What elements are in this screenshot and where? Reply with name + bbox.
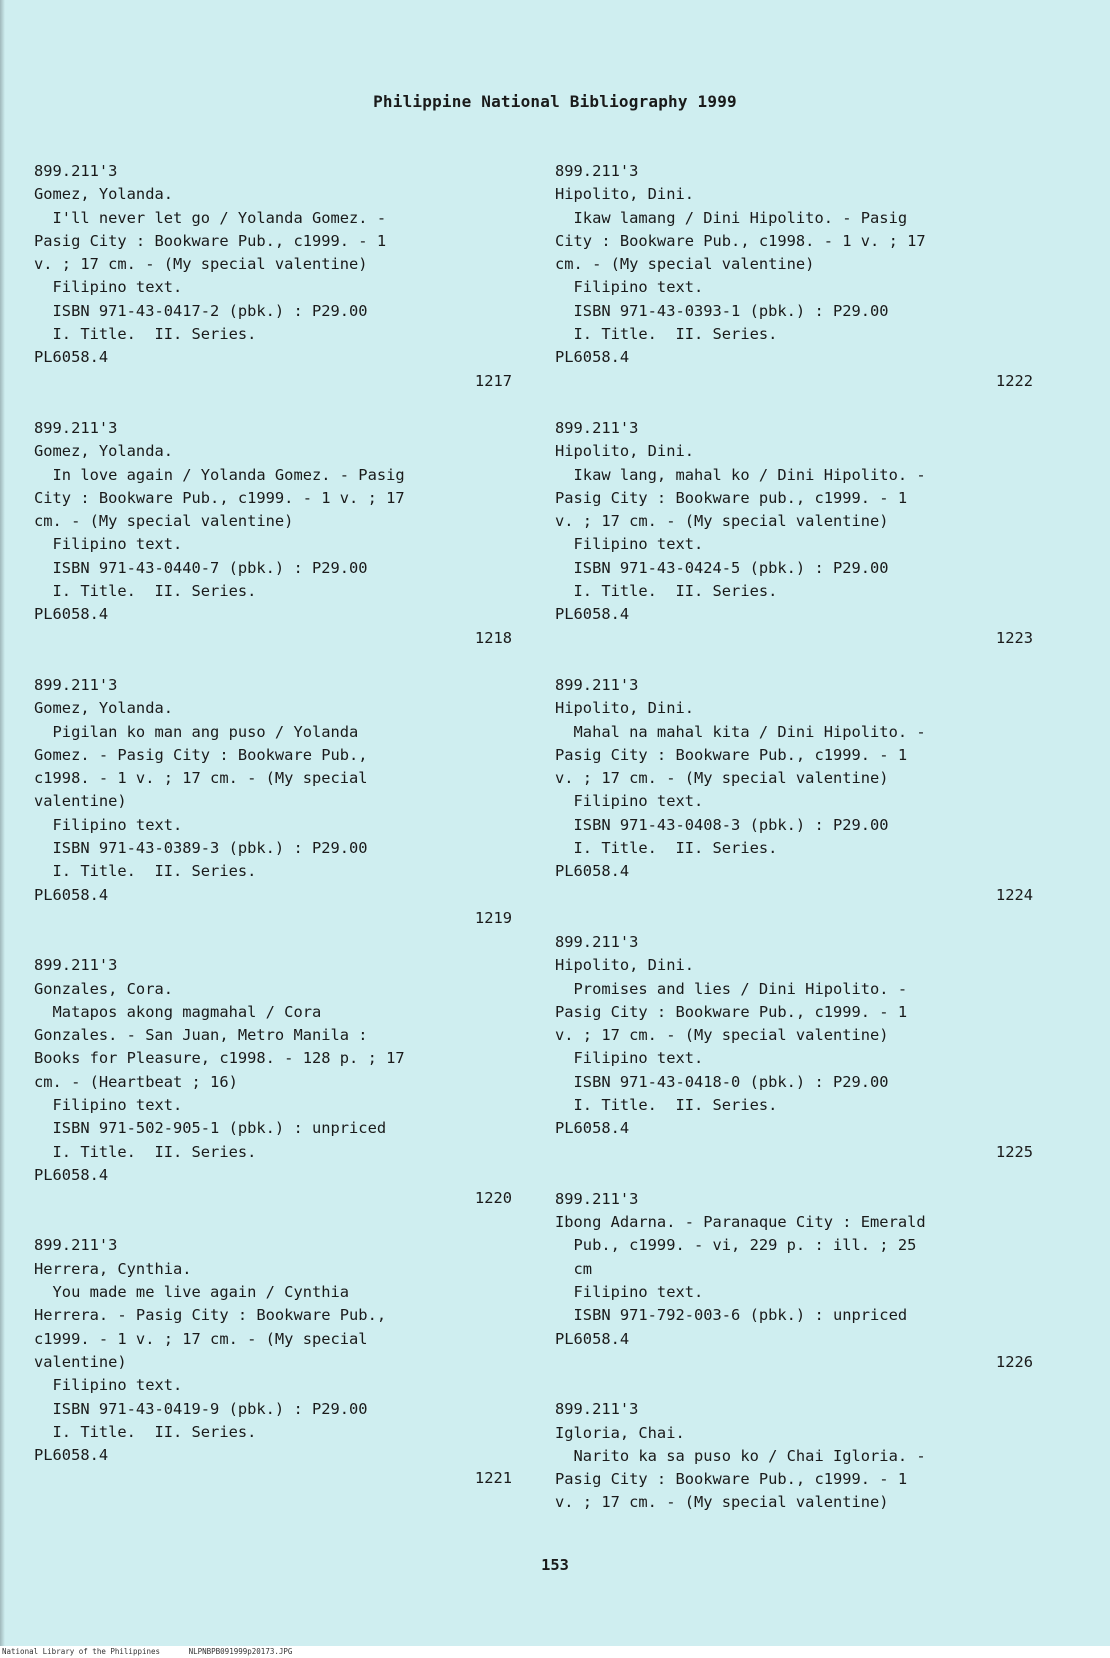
entry-line: PL6058.4 [555,1119,630,1138]
entry-line: c1999. - 1 v. ; 17 cm. - (My special [34,1329,368,1348]
entry-line: ISBN 971-43-0418-0 (pbk.) : P29.00 [555,1072,889,1091]
entry-line: cm. - (Heartbeat ; 16) [34,1072,238,1091]
entry-number: 1220 [474,1189,512,1208]
entry-line: 899.211'3 [555,162,639,180]
entry-line: Ibong Adarna. - Paranaque City : Emerald [555,1213,926,1232]
entry-number: 1221 [474,1469,512,1488]
scan-footer [0,1646,1110,1658]
entry-line: PL6058.4 [555,1329,630,1348]
entry-line: Pasig City : Bookware pub., c1999. - 1 [555,488,908,507]
entry-line: ISBN 971-43-0424-5 (pbk.) : P29.00 [555,558,889,577]
right-column [555,160,1035,1539]
entry-line: Promises and lies / Dini Hipolito. - [555,979,908,998]
entry-line: PL6058.4 [34,348,109,367]
entry-line: PL6058.4 [555,862,630,881]
bibliographic-entry [555,417,1035,650]
entry-line: Filipino text. [34,1095,183,1114]
bibliographic-entry [34,160,514,393]
entry-line: valentine) [34,792,127,811]
entry-line: Gomez, Yolanda. [34,185,173,204]
entry-number: 1225 [995,1142,1033,1161]
bibliographic-entry [34,1234,514,1490]
entry-number: 1222 [995,371,1033,390]
entry-line: PL6058.4 [555,605,630,624]
entry-line: Gomez, Yolanda. [34,442,173,461]
entry-line: ISBN 971-43-0389-3 (pbk.) : P29.00 [34,839,368,858]
entry-line: 899.211'3 [34,162,118,180]
entry-line: Filipino text. [555,278,704,297]
entry-line: v. ; 17 cm. - (My special valentine) [555,769,889,788]
entry-number: 1217 [474,371,512,390]
entry-line: 899.211'3 [34,956,118,975]
entry-line: I. Title. II. Series. [34,1422,257,1441]
entry-line: ISBN 971-792-003-6 (pbk.) : unpriced [555,1306,908,1325]
entry-line: v. ; 17 cm. - (My special valentine) [555,1026,889,1045]
entry-line: PL6058.4 [34,885,109,904]
entry-line: 899.211'3 [555,1400,639,1419]
entry-line: ISBN 971-43-0440-7 (pbk.) : P29.00 [34,558,368,577]
entry-line: Gonzales, Cora. [34,979,173,998]
entry-line: I. Title. II. Series. [34,862,257,881]
entry-line: 899.211'3 [555,1189,639,1208]
entry-line: Gonzales. - San Juan, Metro Manila : [34,1026,368,1045]
entry-line: Filipino text. [555,1283,704,1302]
entry-line: City : Bookware Pub., c1999. - 1 v. ; 17 [34,488,405,507]
entry-line: Pasig City : Bookware Pub., c1999. - 1 [555,745,908,764]
entry-number: 1219 [474,908,512,927]
entry-line: Gomez. - Pasig City : Bookware Pub., [34,745,368,764]
entry-line: Hipolito, Dini. [555,185,694,204]
footer-library: National Library of the Philippines [2,1647,161,1656]
entry-line: v. ; 17 cm. - (My special valentine) [34,255,368,274]
entry-line: v. ; 17 cm. - (My special valentine) [555,1493,889,1512]
entry-line: Pasig City : Bookware Pub., c1999. - 1 [555,1470,908,1489]
footer-file: NLPNBPB091999p20173.JPG [188,1647,293,1656]
entry-line: Pasig City : Bookware Pub., c1999. - 1 [34,231,387,250]
entry-line: I. Title. II. Series. [34,325,257,344]
entry-number: 1226 [995,1352,1033,1371]
entry-line: v. ; 17 cm. - (My special valentine) [555,512,889,531]
entry-line: ISBN 971-43-0408-3 (pbk.) : P29.00 [555,815,889,834]
entry-line: I. Title. II. Series. [34,582,257,601]
entry-line: Mahal na mahal kita / Dini Hipolito. - [555,722,926,741]
entry-line: c1998. - 1 v. ; 17 cm. - (My special [34,769,368,788]
entry-line: I. Title. II. Series. [555,1095,778,1114]
bibliographic-entry [555,1398,1035,1514]
entry-line: Pasig City : Bookware Pub., c1999. - 1 [555,1002,908,1021]
bibliographic-entry [555,1188,1035,1374]
entry-line: 899.211'3 [34,1236,118,1255]
bibliographic-entry [555,931,1035,1164]
entry-line: Pigilan ko man ang puso / Yolanda [34,722,359,741]
entry-line: ISBN 971-43-0419-9 (pbk.) : P29.00 [34,1399,368,1418]
entry-line: You made me live again / Cynthia [34,1283,350,1302]
entry-line: Ikaw lang, mahal ko / Dini Hipolito. - [555,465,926,484]
entry-line: Narito ka sa puso ko / Chai Igloria. - [555,1446,926,1465]
page-number: 153 [541,1556,569,1574]
entry-line: Hipolito, Dini. [555,442,694,461]
entry-line: Filipino text. [34,278,183,297]
entry-line: PL6058.4 [34,1165,109,1184]
entry-line: PL6058.4 [555,348,630,367]
entry-line: 899.211'3 [555,675,639,694]
entry-line: Pub., c1999. - vi, 229 p. : ill. ; 25 [555,1236,917,1255]
entry-line: Filipino text. [34,1376,183,1395]
bibliographic-entry [34,954,514,1210]
entry-line: Filipino text. [34,815,183,834]
entry-line: I. Title. II. Series. [555,839,778,858]
entry-line: ISBN 971-502-905-1 (pbk.) : unpriced [34,1119,387,1138]
entry-line: Hipolito, Dini. [555,699,694,718]
entry-line: valentine) [34,1352,127,1371]
entry-line: I. Title. II. Series. [34,1142,257,1161]
entry-number: 1224 [995,885,1033,904]
running-title: Philippine National Bibliography 1999 [373,92,737,111]
entry-line: cm. - (My special valentine) [555,255,815,274]
entry-line: City : Bookware Pub., c1998. - 1 v. ; 17 [555,231,926,250]
page-edge [0,0,5,1658]
entry-number: 1218 [474,628,512,647]
entry-line: cm [555,1259,593,1278]
bibliographic-entry [555,160,1035,393]
entry-line: PL6058.4 [34,605,109,624]
entry-line: ISBN 971-43-0417-2 (pbk.) : P29.00 [34,301,368,320]
entry-line: 899.211'3 [555,932,639,951]
entry-line: Matapos akong magmahal / Cora [34,1002,322,1021]
bibliographic-entry [555,674,1035,907]
entry-line: Filipino text. [555,792,704,811]
entry-line: 899.211'3 [34,675,118,694]
left-column [34,160,514,1515]
entry-line: I'll never let go / Yolanda Gomez. - [34,208,387,227]
entry-line: ISBN 971-43-0393-1 (pbk.) : P29.00 [555,301,889,320]
entry-number: 1223 [995,628,1033,647]
entry-line: Hipolito, Dini. [555,956,694,975]
entry-line: 899.211'3 [34,418,118,437]
entry-line: Filipino text. [555,535,704,554]
entry-line: 899.211'3 [555,418,639,437]
entry-line: Herrera, Cynthia. [34,1259,192,1278]
entry-line: Igloria, Chai. [555,1423,685,1442]
entry-line: Filipino text. [34,535,183,554]
entry-line: PL6058.4 [34,1446,109,1465]
entry-line: Ikaw lamang / Dini Hipolito. - Pasig [555,208,908,227]
entry-line: Herrera. - Pasig City : Bookware Pub., [34,1306,387,1325]
bibliographic-entry [34,417,514,650]
bibliographic-entry [34,674,514,930]
entry-line: Books for Pleasure, c1998. - 128 p. ; 17 [34,1049,405,1068]
entry-line: Filipino text. [555,1049,704,1068]
entry-line: I. Title. II. Series. [555,325,778,344]
entry-line: Gomez, Yolanda. [34,699,173,718]
entry-line: In love again / Yolanda Gomez. - Pasig [34,465,405,484]
entry-line: cm. - (My special valentine) [34,512,294,531]
entry-line: I. Title. II. Series. [555,582,778,601]
